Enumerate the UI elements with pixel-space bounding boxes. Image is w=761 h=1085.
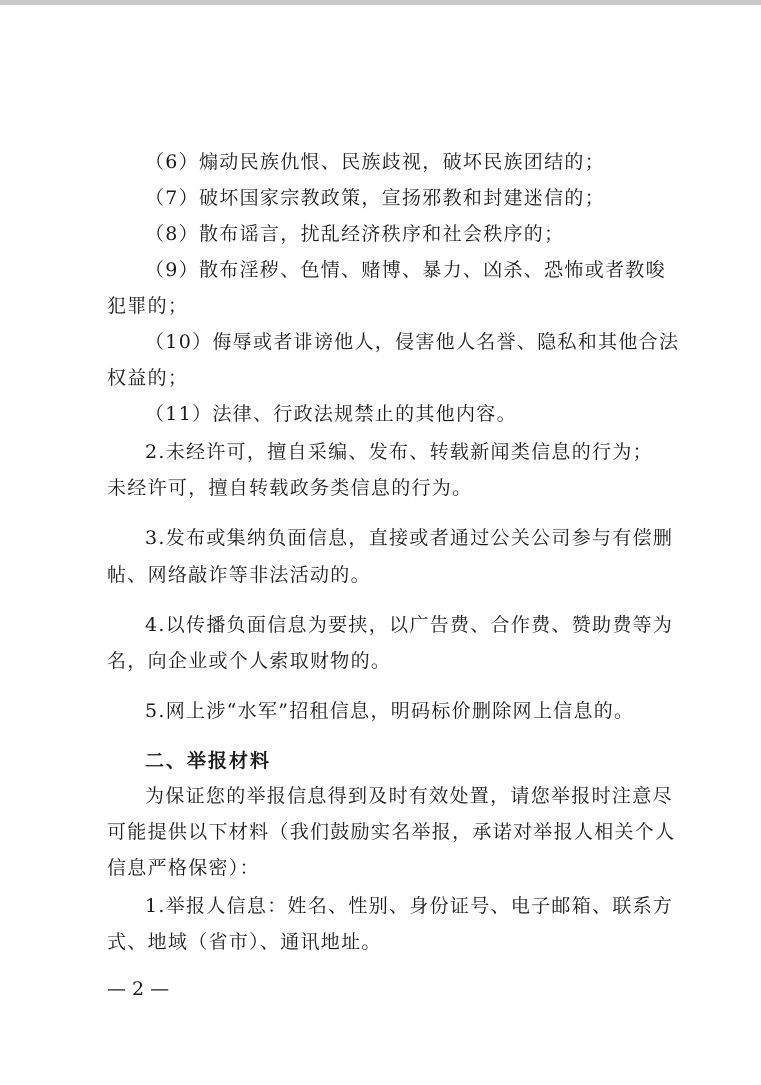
- item-9-line-2: 犯罪的；: [107, 295, 189, 317]
- section-heading: 二、举报材料: [145, 750, 272, 772]
- material-1-line-2: 式、地域（省市）、通讯地址。: [107, 931, 382, 953]
- item-9-line-1: （9）散布淫秽、色情、赌博、暴力、凶杀、恐怖或者教唆: [145, 259, 666, 281]
- paragraph-4-line-1: 4.以传播负面信息为要挟，以广告费、合作费、赞助费等为: [145, 614, 674, 636]
- item-6-line: （6）煽动民族仇恨、民族歧视，破坏民族团结的；: [145, 151, 605, 173]
- top-border: [0, 0, 761, 5]
- paragraph-3-line-2: 帖、网络敲诈等非法活动的。: [107, 564, 371, 586]
- material-1-line-1: 1.举报人信息：姓名、性别、身份证号、电子邮箱、联系方: [145, 895, 674, 917]
- paragraph-4-line-2: 名，向企业或个人索取财物的。: [107, 650, 392, 672]
- item-8-line: （8）散布谣言，扰乱经济秩序和社会秩序的；: [145, 223, 565, 245]
- section-intro-line-2: 可能提供以下材料（我们鼓励实名举报，承诺对举报人相关个人: [107, 821, 676, 843]
- section-intro-line-1: 为保证您的举报信息得到及时有效处置，请您举报时注意尽: [145, 785, 673, 807]
- paragraph-5-line: 5.网上涉“水军”招租信息，明码标价删除网上信息的。: [145, 700, 635, 722]
- paragraph-2-line-2: 未经许可，擅自转载政务类信息的行为。: [107, 477, 473, 499]
- item-7-line: （7）破坏国家宗教政策，宣扬邪教和封建迷信的；: [145, 187, 605, 209]
- section-intro-line-3: 信息严格保密）：: [107, 857, 260, 879]
- paragraph-3-line-1: 3.发布或集纳负面信息，直接或者通过公关公司参与有偿删: [145, 527, 674, 549]
- paragraph-2-line-1: 2.未经许可，擅自采编、发布、转载新闻类信息的行为；: [145, 441, 653, 463]
- item-11-line: （11）法律、行政法规禁止的其他内容。: [145, 403, 517, 425]
- item-10-line-1: （10）侮辱或者诽谤他人，侵害他人名誉、隐私和其他合法: [145, 331, 680, 353]
- item-10-line-2: 权益的；: [107, 367, 189, 389]
- page-number: — 2 —: [107, 978, 170, 1000]
